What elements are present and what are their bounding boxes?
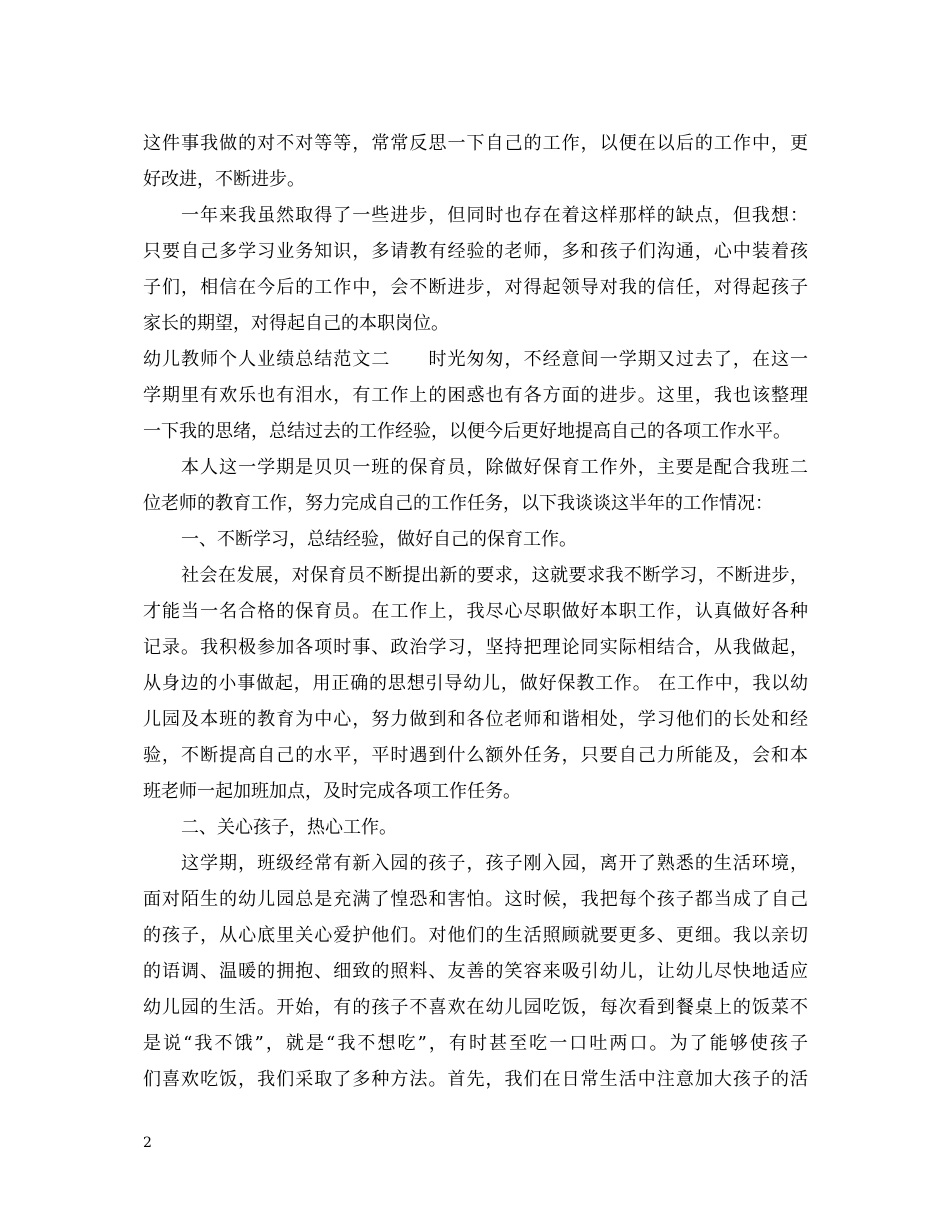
text-line: 幼儿教师个人业绩总结范文二 时光匆匆，不经意间一学期又过去了，在这一: [143, 349, 808, 370]
text-line: 儿园及本班的教育为中心，努力做到和各位老师和谐相处，学习他们的长处和经: [143, 709, 808, 730]
text-line: 幼儿园的生活。开始，有的孩子不喜欢在幼儿园吃饭，每次看到餐桌上的饭菜不: [143, 997, 808, 1018]
text-line: 只要自己多学习业务知识，多请教有经验的老师，多和孩子们沟通，心中装着孩: [143, 241, 808, 262]
text-line: 一年来我虽然取得了一些进步，但同时也存在着这样那样的缺点，但我想：: [181, 205, 808, 226]
text-line: 家长的期望，对得起自己的本职岗位。: [143, 313, 449, 334]
text-line: 从身边的小事做起，用正确的思想引导幼儿，做好保教工作。 在工作中，我以幼: [143, 673, 808, 694]
text-line: 子们，相信在今后的工作中，会不断进步，对得起领导对我的信任，对得起孩子: [143, 277, 808, 298]
text-line: 才能当一名合格的保育员。在工作上，我尽心尽职做好本职工作，认真做好各种: [143, 601, 808, 622]
text-line: 这件事我做的对不对等等，常常反思一下自己的工作，以便在以后的工作中，更: [143, 133, 808, 154]
text-line: 们喜欢吃饭，我们采取了多种方法。首先，我们在日常生活中注意加大孩子的活: [143, 1069, 808, 1090]
text-line: 验，不断提高自己的水平，平时遇到什么额外任务，只要自己力所能及，会和本: [143, 745, 808, 766]
text-line: 班老师一起加班加点，及时完成各项工作任务。: [143, 781, 521, 802]
text-line: 这学期，班级经常有新入园的孩子，孩子刚入园，离开了熟悉的生活环境，: [181, 853, 808, 874]
text-line: 本人这一学期是贝贝一班的保育员，除做好保育工作外，主要是配合我班二: [181, 457, 808, 478]
text-line: 学期里有欢乐也有泪水，有工作上的困惑也有各方面的进步。这里，我也该整理: [143, 385, 808, 406]
text-line: 位老师的教育工作，努力完成自己的工作任务，以下我谈谈这半年的工作情况：: [143, 493, 773, 514]
text-line: 一、不断学习，总结经验，做好自己的保育工作。: [181, 529, 577, 550]
text-line: 社会在发展，对保育员不断提出新的要求，这就要求我不断学习，不断进步，: [181, 565, 808, 586]
text-line: 二、关心孩子，热心工作。: [181, 817, 397, 838]
body-text: [143, 126, 808, 1098]
text-line: 的孩子，从心底里关心爱护他们。对他们的生活照顾就要更多、更细。我以亲切: [143, 925, 808, 946]
text-line: 面对陌生的幼儿园总是充满了惶恐和害怕。这时候，我把每个孩子都当成了自己: [143, 889, 808, 910]
text-line: 记录。我积极参加各项时事、政治学习，坚持把理论同实际相结合，从我做起，: [143, 637, 808, 658]
text-line: 好改进，不断进步。: [143, 169, 305, 190]
page-number: 2: [143, 1135, 152, 1151]
text-line: 的语调、温暖的拥抱、细致的照料、友善的笑容来吸引幼儿，让幼儿尽快地适应: [143, 961, 808, 982]
text-line: 一下我的思绪，总结过去的工作经验，以便今后更好地提高自己的各项工作水平。: [143, 421, 791, 442]
text-line: 是说“我不饿”，就是“我不想吃”，有时甚至吃一口吐两口。为了能够使孩子: [143, 1033, 808, 1054]
